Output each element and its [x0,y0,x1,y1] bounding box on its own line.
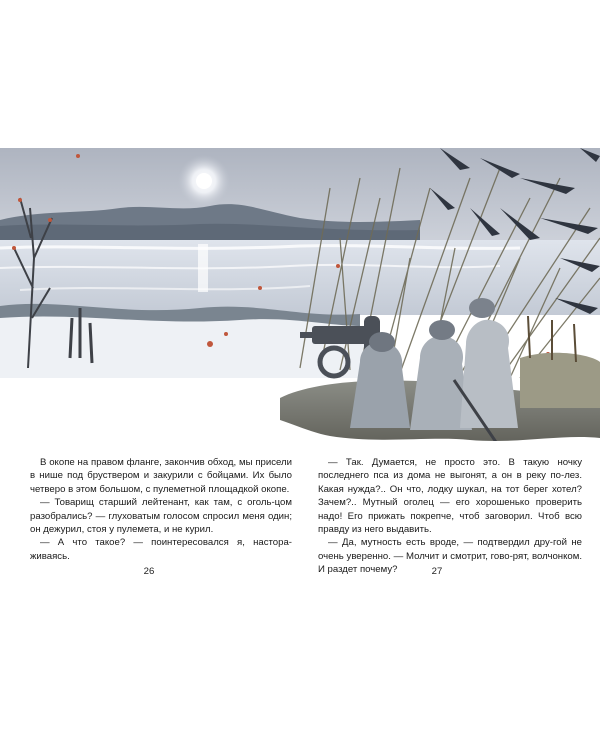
moon [196,173,212,189]
left-page-text [30,456,292,563]
illustration [0,148,600,448]
page-number-right: 27 [431,566,443,577]
right-page-text [318,456,582,577]
left-paragraph: — Товарищ старший лейтенант, как там, с оголь-цом разобрались? — глуховатым голосом спросил меня один; он дежурил, стоя у пулемета, и не курил. [30,497,292,536]
right-paragraph: — Да, мутность есть вроде, — подтвердил дру-гой не очень уверенно. — Молчит и смотрит, гово-рят, волчонком. И раздет почему? [318,537,582,576]
illustration-art [0,148,600,448]
left-paragraph: — А что такое? — поинтересовался я, настора-живаясь. [30,537,292,562]
left-paragraph: В окопе на правом фланге, закончив обход, мы присели в нише под бруствером и закурили с бойцами. Их было четверо в этом большом, с пулеметной площадкой окопе. [30,457,292,495]
sandbags [520,353,600,408]
right-paragraph: — Так. Думается, не просто это. В такую ночку последнего пса из дома не выгонят, а он в реку по-лез. Какая нужда?.. Он что, лодку шукал, на тот берег хотел? Зачем?.. Мутный оголец — его хорошенько проверить надо! Его прижать покрепче, чтоб заговорил. Чтоб всю правду из него выдавить. [318,457,582,536]
page-number-left: 26 [143,566,155,577]
